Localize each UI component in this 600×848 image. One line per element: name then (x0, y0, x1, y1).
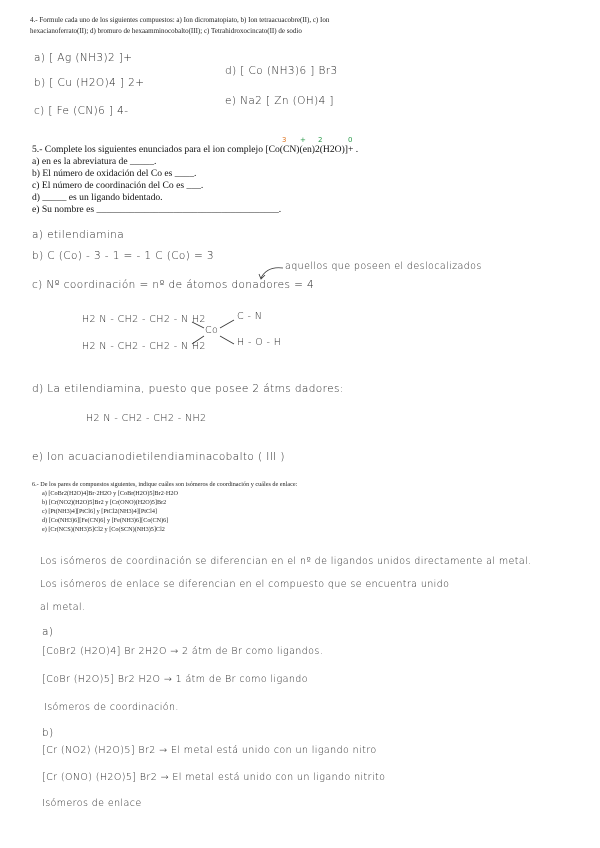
struct-en-bottom: H2 N - CH2 - CH2 - N H2 (82, 341, 206, 352)
q6-prompt: 6.- De los pares de compuestos siguientes, indique cuáles son isómeros de coordinación y cuáles de enlace: (32, 481, 298, 488)
ans6-a-result: Isómeros de coordinación. (44, 702, 179, 713)
q4-answer-d: d) [ Co (NH3)6 ] Br3 (225, 65, 338, 77)
struct-h2o: H - O - H (237, 337, 282, 348)
q5-mark-4: 0 (348, 136, 353, 144)
ans5-d: d) La etilendiamina, puesto que posee 2 átms dadores: (32, 383, 344, 395)
q6-item-b: b) [Cr(NO2)(H2O)5]Br2 y [Cr(ONO)(H2O)5]Br2 (42, 499, 167, 506)
q4-answer-a: a) [ Ag (NH3)2 ]+ (34, 52, 133, 64)
ans6-a-line2: [CoBr (H2O)5] Br2 H2O → 1 átm de Br como ligando (42, 674, 308, 685)
ans6-a-label: a) (42, 626, 54, 638)
q4-answer-c: c) [ Fe (CN)6 ] 4- (34, 105, 129, 117)
q4-prompt-line2: hexacianoferrato(II); d) bromuro de hexaamminocobalto(III); c) Tetrahidroxocincato(II) de sodio (30, 27, 302, 35)
ans6-b-label: b) (42, 727, 54, 739)
ans5-e: e) Ion acuacianodietilendiaminacobalto ( III ) (32, 451, 285, 463)
q5-item-d: d) _____ es un ligando bidentado. (32, 192, 163, 203)
q6-item-d: d) [Co(NH3)6][Fe(CN)6] y [Fe(NH3)6][Co(CN)6] (42, 517, 169, 524)
struct-co: Co (205, 325, 219, 336)
q6-item-c: c) [Pt(NH3)4][PtCl6] y [PtCl2(NH3)4][PtCl4] (42, 508, 157, 515)
q4-answer-e: e) Na2 [ Zn (OH)4 ] (225, 95, 334, 107)
ans6-b-line2: [Cr (ONO) (H2O)5] Br2 → El metal está unido con un ligando nitrito (42, 772, 386, 783)
q5-prompt: 5.- Complete los siguientes enunciados para el ion complejo [Co(CN)(en)2(H2O)]+ . (32, 144, 359, 155)
ans5-c: c) Nº coordinación = nº de átomos donadores = 4 (32, 279, 315, 291)
ans5-b: b) C (Co) - 3 - 1 = - 1 C (Co) = 3 (32, 250, 214, 262)
q5-item-c: c) El número de coordinación del Co es ___. (32, 180, 204, 191)
q6-item-e: e) [Cr(NCS)(NH3)5]Cl2 y [Co(SCN)(NH3)5]Cl2 (42, 526, 165, 533)
q5-mark-3: 2 (318, 136, 323, 144)
ans6-a-line1: [CoBr2 (H2O)4] Br 2H2O → 2 átm de Br como ligandos. (42, 646, 324, 657)
ans5-c-note: aquellos que poseen el deslocalizados (285, 261, 482, 272)
q5-mark-1: 3 (282, 136, 287, 144)
q4-answer-b: b) [ Cu (H2O)4 ] 2+ (34, 77, 145, 89)
q6-item-a: a) [CoBr2(H2O)4]Br·2H2O y [CoBr(H2O)5]Br2·H2O (42, 490, 178, 497)
struct-cn: C - N (237, 311, 263, 322)
q5-item-b: b) El número de oxidación del Co es ____. (32, 168, 197, 179)
ans6-line2: Los isómeros de enlace se diferencian en el compuesto que se encuentra unido (40, 579, 450, 590)
ans6-line1: Los isómeros de coordinación se diferencian en el nº de ligandos unidos directamente al metal. (40, 556, 532, 567)
ans6-b-result: Isómeros de enlace (42, 798, 142, 809)
q5-item-e: e) Su nombre es ______________________________________. (32, 204, 282, 215)
q5-item-a: a) en es la abreviatura de _____. (32, 156, 157, 167)
ans6-line3: al metal. (40, 602, 86, 613)
ans5-d-struct: H2 N - CH2 - CH2 - NH2 (86, 413, 207, 424)
q4-prompt-line1: 4.- Formule cada uno de los siguientes compuestos: a) Ion dicromatopiato, b) Ion tetraacuacobre(II), c) Ion (30, 16, 330, 24)
ans5-a: a) etilendiamina (32, 229, 125, 241)
q5-mark-2: + (300, 136, 306, 144)
struct-en-top: H2 N - CH2 - CH2 - N H2 (82, 314, 206, 325)
ans6-b-line1: [Cr (NO2) (H2O)5] Br2 → El metal está unido con un ligando nitro (42, 745, 377, 756)
